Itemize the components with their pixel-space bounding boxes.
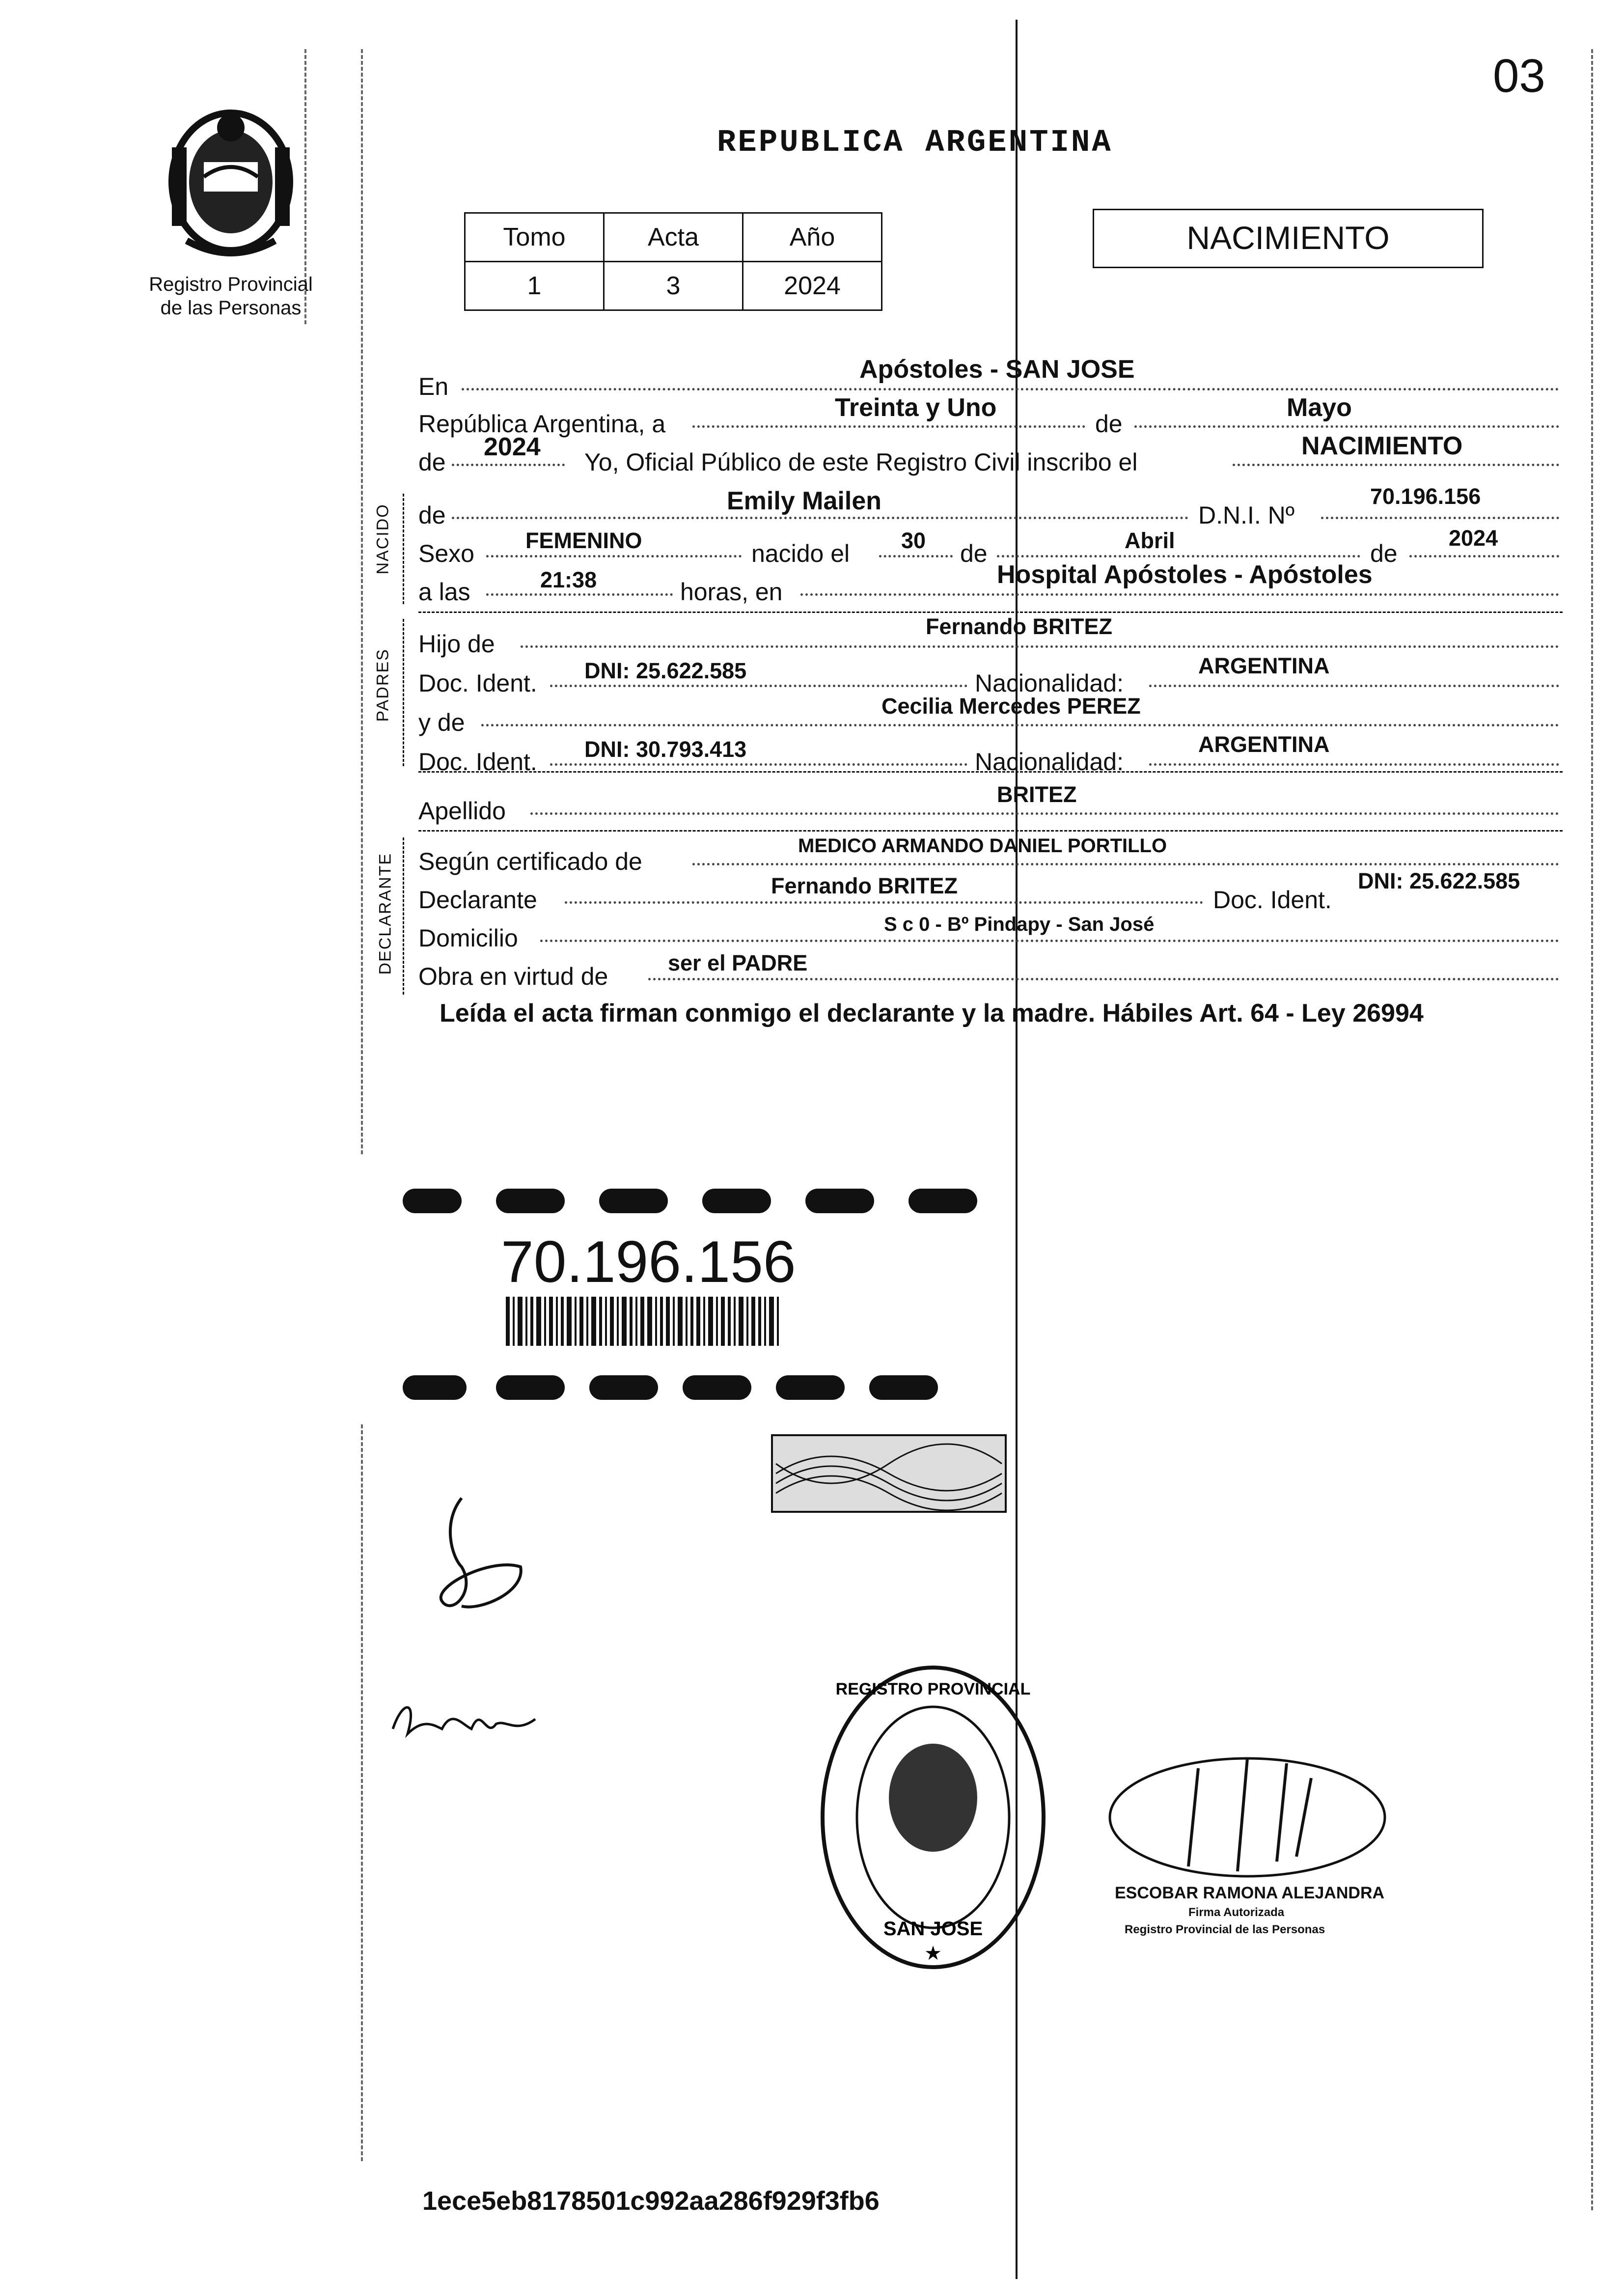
dots-hour <box>486 593 673 596</box>
registry-seal-icon <box>815 1660 1051 1975</box>
svg-text:★: ★ <box>924 1943 942 1964</box>
document-hash: 1ece5eb8178501c992aa286f929f3fb6 <box>422 2186 880 2216</box>
closing-note: Leída el acta firman conmigo el declarante y la madre. Hábiles Art. 64 - Ley 26994 <box>440 999 1424 1028</box>
dots-sex <box>486 555 742 557</box>
label-de-name: de <box>418 501 446 529</box>
official-signature-icon <box>1100 1749 1404 1906</box>
value-act-type: NACIMIENTO <box>1301 432 1463 460</box>
value-birth-day: 30 <box>901 528 926 553</box>
mother-signature-icon <box>388 1690 550 1749</box>
dots-mother-nationality <box>1149 763 1559 766</box>
value-father-nationality: ARGENTINA <box>1198 653 1330 678</box>
value-place: Apóstoles - SAN JOSE <box>859 355 1135 384</box>
section-padres: PADRES <box>373 648 392 722</box>
dots-father <box>521 645 1559 648</box>
value-birth-place: Hospital Apóstoles - Apóstoles <box>997 560 1373 589</box>
registry-header-anio: Año <box>743 213 882 262</box>
dots-father-nationality <box>1149 685 1559 687</box>
value-certificate: MEDICO ARMANDO DANIEL PORTILLO <box>798 835 1167 857</box>
label-de: de <box>1095 410 1123 438</box>
issuer-line-1: Registro Provincial <box>149 274 313 295</box>
declarant-signature-icon <box>432 1493 530 1621</box>
value-surname: BRITEZ <box>997 782 1077 807</box>
dots-en <box>462 388 1559 390</box>
dots-mother <box>481 724 1559 726</box>
registry-header-tomo: Tomo <box>465 213 604 262</box>
section-nacido-rule <box>403 494 404 604</box>
dots-type <box>1233 464 1559 466</box>
barcode-icon <box>506 1297 800 1346</box>
dots-day <box>692 425 1085 428</box>
official-name: ESCOBAR RAMONA ALEJANDRA <box>1115 1884 1385 1902</box>
value-declarant: Fernando BRITEZ <box>771 873 958 898</box>
label-nacido-el: nacido el <box>751 540 850 567</box>
margin-dash-inner-lower <box>361 1424 363 2161</box>
label-doc-ident-declarant: Doc. Ident. <box>1213 886 1332 914</box>
label-obra: Obra en virtud de <box>418 963 608 990</box>
value-hour: 21:38 <box>540 567 597 592</box>
dots-birth-place <box>800 593 1559 596</box>
value-birth-month: Abril <box>1125 528 1175 553</box>
separator-2 <box>418 771 1563 773</box>
label-en: En <box>418 373 449 400</box>
registry-value-row <box>465 262 882 310</box>
section-declarante: DECLARANTE <box>376 852 395 975</box>
dots-name <box>452 517 1188 519</box>
label-doc-ident-father: Doc. Ident. <box>418 669 537 697</box>
value-dni: 70.196.156 <box>1370 484 1481 509</box>
dots-certificate <box>692 863 1559 865</box>
section-declarante-rule <box>403 837 404 995</box>
value-day-text: Treinta y Uno <box>835 393 997 422</box>
margin-dash-inner <box>361 49 363 1154</box>
document-title: REPUBLICA ARGENTINA <box>717 125 1113 161</box>
act-type-box: NACIMIENTO <box>1093 209 1484 268</box>
svg-text:REGISTRO PROVINCIAL: REGISTRO PROVINCIAL <box>835 1680 1031 1698</box>
value-capacity: ser el PADRE <box>668 950 808 975</box>
province-coat-of-arms-icon <box>157 108 304 270</box>
dots-month <box>1134 425 1559 428</box>
dots-year <box>452 464 565 466</box>
registry-value-acta: 3 <box>604 262 743 310</box>
label-apellido: Apellido <box>418 797 506 825</box>
registry-header-row <box>465 213 882 262</box>
value-birth-year: 2024 <box>1449 526 1498 551</box>
label-de-month: de <box>960 540 988 567</box>
registry-table <box>464 212 882 311</box>
barcode-number: 70.196.156 <box>501 1229 796 1295</box>
value-mother-nationality: ARGENTINA <box>1198 732 1330 757</box>
svg-text:SAN JOSE: SAN JOSE <box>883 1918 983 1940</box>
official-role: Firma Autorizada <box>1188 1906 1285 1919</box>
label-de-year: de <box>418 448 446 476</box>
dots-surname <box>530 812 1559 815</box>
value-declarant-doc: DNI: 25.622.585 <box>1358 868 1520 893</box>
value-sex: FEMENINO <box>525 528 642 553</box>
label-y-de: y de <box>418 709 465 736</box>
dots-mother-doc <box>550 763 967 766</box>
value-father: Fernando BRITEZ <box>926 614 1112 639</box>
registry-value-tomo: 1 <box>465 262 604 310</box>
issuer-name <box>133 273 329 320</box>
label-de-birth-year: de <box>1370 540 1398 567</box>
label-certificado: Según certificado de <box>418 848 642 875</box>
value-address: S c 0 - Bº Pindapy - San José <box>884 914 1155 935</box>
security-hologram-icon <box>771 1434 1007 1513</box>
label-doc-ident-mother: Doc. Ident. <box>418 748 537 776</box>
value-mother-doc: DNI: 30.793.413 <box>584 737 747 762</box>
label-sexo: Sexo <box>418 540 474 567</box>
section-padres-rule <box>403 619 404 766</box>
dots-declarant <box>565 901 1203 904</box>
dots-birth-year <box>1409 555 1559 557</box>
label-a-las: a las <box>418 578 470 606</box>
value-month-text: Mayo <box>1287 393 1352 422</box>
value-year: 2024 <box>484 433 541 461</box>
label-nationality-mother: Nacionalidad: <box>975 748 1124 776</box>
label-nationality-father: Nacionalidad: <box>975 669 1124 697</box>
margin-dash-right <box>1591 49 1593 2210</box>
dots-address <box>540 940 1559 942</box>
label-domicilio: Domicilio <box>418 924 518 952</box>
label-declarante: Declarante <box>418 886 537 914</box>
value-mother: Cecilia Mercedes PEREZ <box>881 694 1141 719</box>
dni-barcode-sticker <box>403 1169 992 1424</box>
label-republica: República Argentina, a <box>418 410 666 438</box>
value-name: Emily Mailen <box>727 487 881 515</box>
value-father-doc: DNI: 25.622.585 <box>584 658 747 683</box>
page-number: 03 <box>1493 50 1545 102</box>
separator-1 <box>418 612 1563 613</box>
official-org: Registro Provincial de las Personas <box>1125 1923 1325 1936</box>
label-horas-en: horas, en <box>680 578 783 606</box>
dots-dni <box>1321 517 1559 519</box>
dots-father-doc <box>550 685 967 687</box>
dots-birth-month <box>997 555 1360 557</box>
issuer-line-2: de las Personas <box>160 297 302 319</box>
dots-birth-day <box>879 555 953 557</box>
label-hijo-de: Hijo de <box>418 630 495 658</box>
label-dni: D.N.I. Nº <box>1198 501 1295 529</box>
separator-3 <box>418 830 1563 832</box>
section-nacido: NACIDO <box>373 503 392 575</box>
dots-capacity <box>648 978 1559 980</box>
registry-value-anio: 2024 <box>743 262 882 310</box>
label-yo: Yo, Oficial Público de este Registro Civil inscribo el <box>584 448 1138 476</box>
registry-header-acta: Acta <box>604 213 743 262</box>
